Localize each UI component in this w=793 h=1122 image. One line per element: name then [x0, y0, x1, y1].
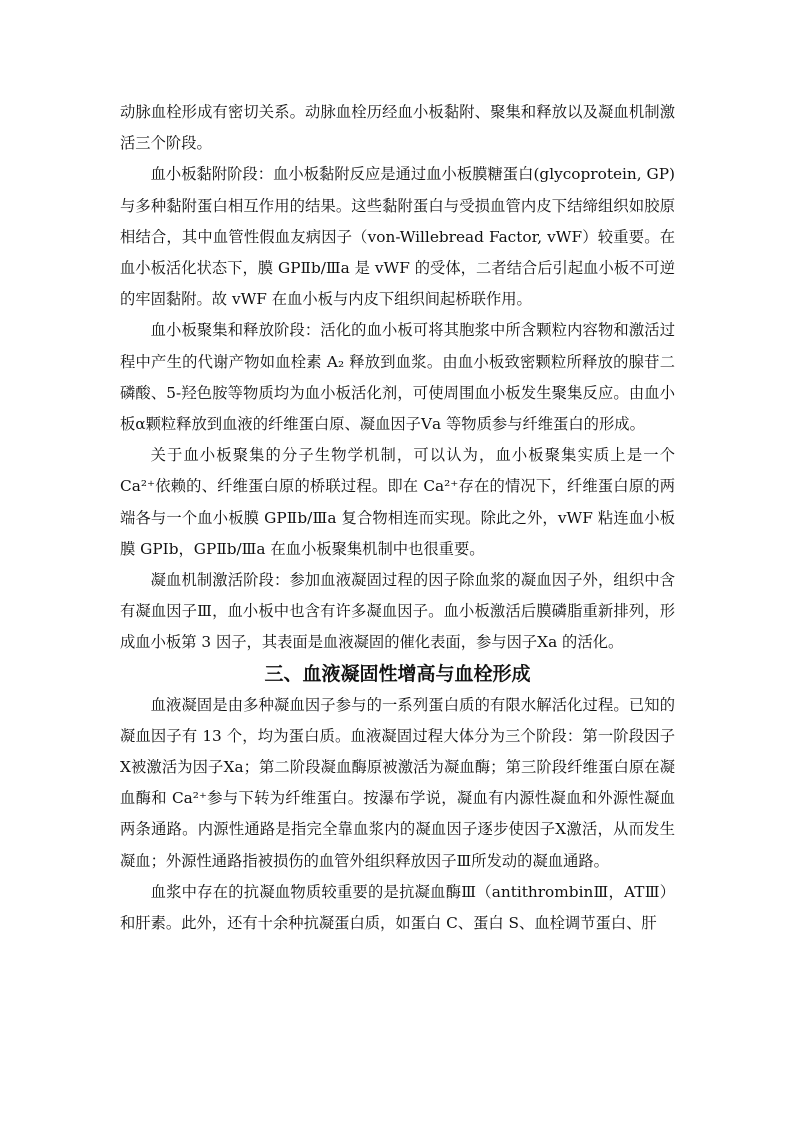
document-page — [120, 97, 675, 939]
paragraph-platelet-aggregation-release: 血小板聚集和释放阶段：活化的血小板可将其胞浆中所含颗粒内容物和激活过程中产生的代谢产物如血栓素 A₂ 释放到血浆。由血小板致密颗粒所释放的腺苷二磷酸、5-羟色胺等物质均为血小板活化剂，可使周围血小板发生聚集反应。由血小板α颗粒释放到血液的纤维蛋白原、凝血因子Ⅴa 等物质参与纤维蛋白的形成。 — [120, 321, 675, 434]
paragraph-aggregation-mechanism: 关于血小板聚集的分子生物学机制，可以认为，血小板聚集实质上是一个 Ca²⁺依赖的、纤维蛋白原的桥联过程。即在 Ca²⁺存在的情况下，纤维蛋白原的两端各与一个血小板膜 GPⅡb/Ⅲa 复合物相连而实现。除此之外，vWF 粘连血小板膜 GPⅠb，GPⅡb/Ⅲa 在血小板聚集机制中也很重要。 — [120, 446, 675, 558]
paragraph-anticoagulants: 血浆中存在的抗凝血物质较重要的是抗凝血酶Ⅲ（antithrombinⅢ，ATⅢ）和肝素。此外，还有十余种抗凝蛋白质，如蛋白 C、蛋白 S、血栓调节蛋白、肝 — [120, 882, 675, 933]
paragraph-blood-coagulation: 血液凝固是由多种凝血因子参与的一系列蛋白质的有限水解活化过程。已知的凝血因子有 13 个，均为蛋白质。血液凝固过程大体分为三个阶段：第一阶段因子Ⅹ被激活为因子Ⅹa；第二阶段凝血酶原被激活为凝血酶；第三阶段纤维蛋白原在凝血酶和 Ca²⁺参与下转为纤维蛋白。按瀑布学说，凝血有内源性凝血和外源性凝血两条通路。内源性通路是指完全靠血浆内的凝血因子逐步使因子Ⅹ激活，从而发生凝血；外源性通路指被损伤的血管外组织释放因子Ⅲ所发动的凝血通路。 — [120, 695, 675, 870]
paragraph-arterial-thrombosis-intro: 动脉血栓形成有密切关系。动脉血栓历经血小板黏附、聚集和释放以及凝血机制激活三个阶段。 — [120, 103, 675, 153]
paragraph-coagulation-activation: 凝血机制激活阶段：参加血液凝固过程的因子除血浆的凝血因子外，组织中含有凝血因子Ⅲ，血小板中也含有许多凝血因子。血小板激活后膜磷脂重新排列，形成血小板第 3 因子，其表面是血液凝固的催化表面，参与因子Ⅹa 的活化。 — [120, 571, 675, 652]
paragraph-platelet-adhesion: 血小板黏附阶段：血小板黏附反应是通过血小板膜糖蛋白(glycoprotein, GP)与多种黏附蛋白相互作用的结果。这些黏附蛋白与受损血管内皮下结缔组织如胶原相结合，其中血管性假血友病因子（von-Willebread Factor, vWF）较重要。在血小板活化状态下，膜 GPⅡb/Ⅲa 是 vWF 的受体，二者结合后引起血小板不可逆的牢固黏附。故 vWF 在血小板与内皮下组织间起桥联作用。 — [120, 165, 675, 309]
section-heading: 三、血液凝固性增高与血栓形成 — [264, 662, 531, 685]
